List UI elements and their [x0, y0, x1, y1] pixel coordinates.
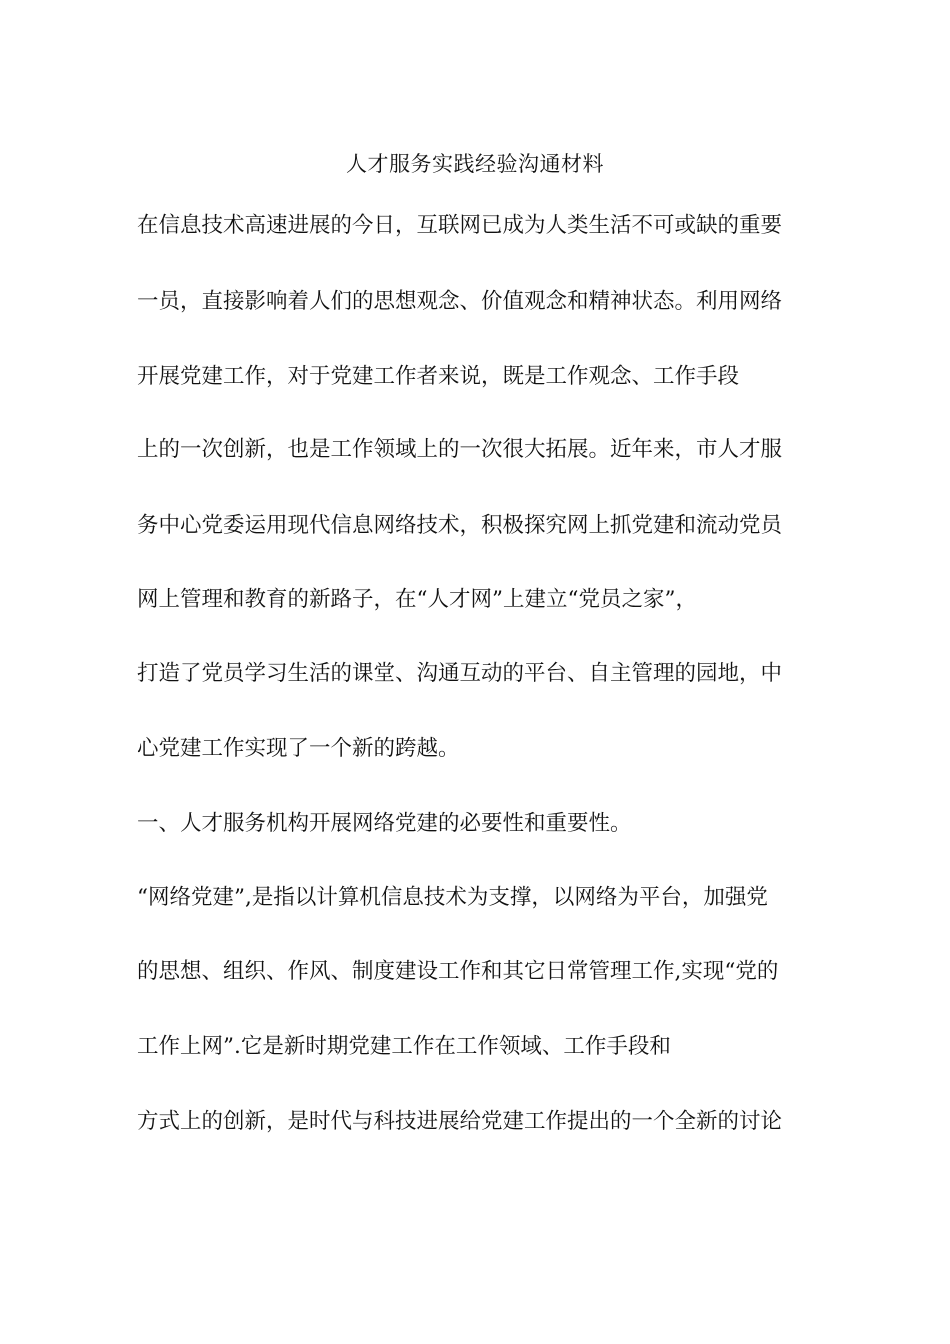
paragraph-line: 开展党建工作，对于党建工作者来说，既是工作观念、工作手段 — [137, 364, 740, 389]
section-heading: 一、人才服务机构开展网络党建的必要性和重要性。 — [137, 811, 632, 836]
paragraph-line: 的思想、组织、作风、制度建设工作和其它日常管理工作,实现“党的 — [137, 959, 779, 984]
paragraph-line: 一员，直接影响着人们的思想观念、价值观念和精神状态。利用网络 — [137, 289, 783, 314]
paragraph-line: 方式上的创新，是时代与科技进展给党建工作提出的一个全新的讨论 — [137, 1109, 783, 1134]
paragraph-line: 打造了党员学习生活的课堂、沟通互动的平台、自主管理的园地，中 — [137, 661, 783, 686]
paragraph-line: 工作上网”.它是新时期党建工作在工作领域、工作手段和 — [137, 1034, 671, 1059]
paragraph-line: 务中心党委运用现代信息网络技术，积极探究网上抓党建和流动党员 — [137, 513, 783, 538]
paragraph-line: 上的一次创新，也是工作领域上的一次很大拓展。近年来，市人才服 — [137, 437, 783, 462]
paragraph-line: 心党建工作实现了一个新的跨越。 — [137, 736, 460, 761]
paragraph-line: 网上管理和教育的新路子，在“人才网”上建立“党员之家”， — [137, 587, 697, 612]
paragraph-line: 在信息技术高速进展的今日，互联网已成为人类生活不可或缺的重要 — [137, 213, 783, 238]
document-title: 人才服务实践经验沟通材料 — [346, 152, 604, 176]
paragraph-line: “网络党建”,是指以计算机信息技术为支撑，以网络为平台，加强党 — [137, 885, 768, 910]
